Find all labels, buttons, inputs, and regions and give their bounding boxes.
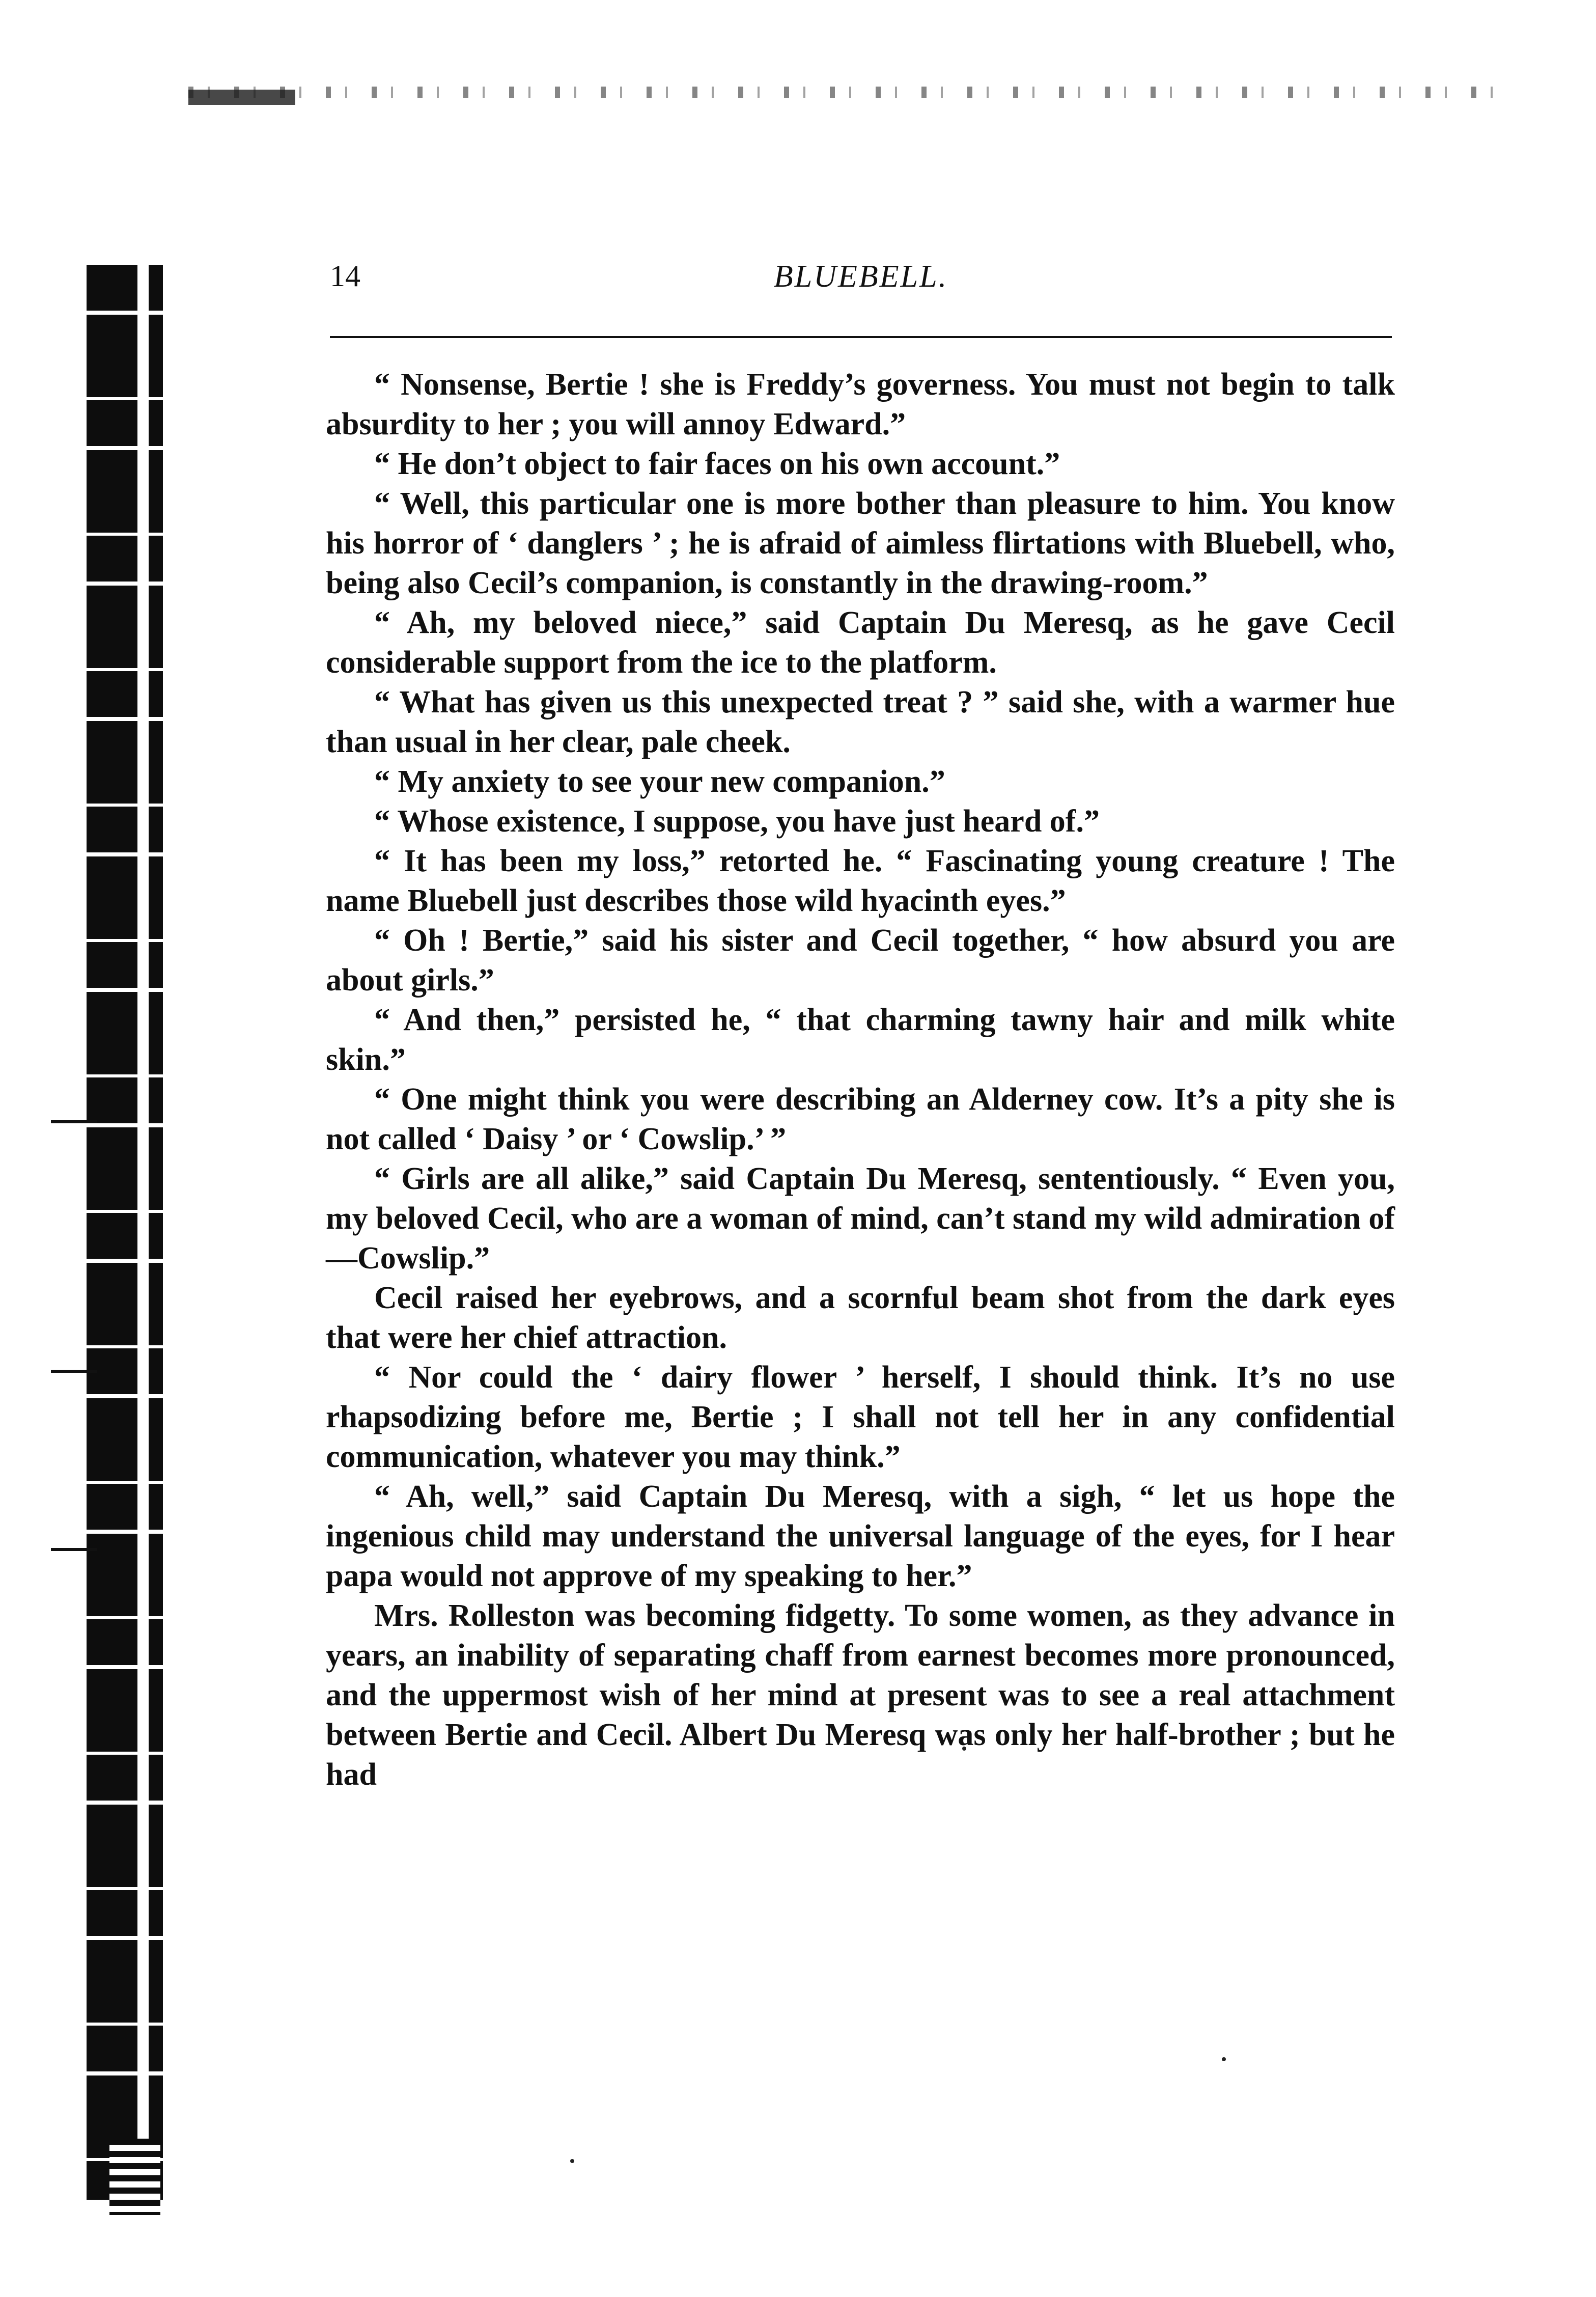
paragraph: “ Ah, well,” said Captain Du Meresq, with a sigh, “ let us hope the ingenious child may understand the universal language of the eyes, for I hear papa would not approve of my speaking to her.”: [326, 1479, 1395, 1593]
paragraph: “ Well, this particular one is more bother than pleasure to him. You know his horror of ‘ danglers ’ ; he is afraid of aimless flirtations with Bluebell, who, being also Cecil’s companion, is constantly in the drawing-room.”: [326, 486, 1395, 600]
paragraph: “ Whose existence, I suppose, you have just heard of.”: [374, 804, 1100, 839]
page-header: [330, 259, 1392, 305]
paragraph: “ One might think you were describing an Alderney cow. It’s a pity she is not called ‘ Daisy ’ or ‘ Cowslip.’ ”: [326, 1082, 1395, 1156]
scan-noise-corner: [188, 90, 295, 105]
body-text: [326, 365, 1395, 1794]
paragraph: “ Ah, my beloved niece,” said Captain Du Meresq, as he gave Cecil considerable support from the ice to the platform.: [326, 605, 1395, 680]
paragraph: “ Nor could the ‘ dairy flower ’ herself, I should think. It’s no use rhapsodizing before me, Bertie ; I shall not tell her in any confidential communication, whatever you may think.”: [326, 1360, 1395, 1474]
paragraph: “ What has given us this unexpected treat ? ” said she, with a warmer hue than usual in her clear, pale cheek.: [326, 685, 1395, 759]
scan-tick: [51, 1548, 97, 1551]
paragraph: “ Oh ! Bertie,” said his sister and Cecil together, “ how absurd you are about girls.”: [326, 923, 1395, 998]
binding-bottom-lines: [109, 2139, 160, 2215]
paragraph: “ Nonsense, Bertie ! she is Freddy’s governess. You must not begin to talk absurdity to her ; you will annoy Edward.”: [326, 367, 1395, 441]
binding-gap: [137, 265, 149, 2200]
book-binding-strip: [87, 265, 163, 2200]
paragraph: “ It has been my loss,” retorted he. “ Fascinating young creature ! The name Bluebell just describes those wild hyacinth eyes.”: [326, 844, 1395, 918]
paragraph: “ Girls are all alike,” said Captain Du Meresq, sententiously. “ Even you, my beloved Cecil, who are a woman of mind, can’t stand my wild admiration of—Cowslip.”: [326, 1161, 1395, 1276]
scan-speck: [570, 2159, 574, 2163]
header-rule: [330, 336, 1392, 338]
paragraph: “ He don’t object to fair faces on his own account.”: [374, 447, 1060, 481]
page-number: 14: [330, 259, 360, 293]
paragraph: Cecil raised her eyebrows, and a scornful beam shot from the dark eyes that were her chief attraction.: [326, 1281, 1395, 1355]
scan-tick: [51, 1120, 97, 1123]
paragraph: “ And then,” persisted he, “ that charming tawny hair and milk white skin.”: [326, 1003, 1395, 1077]
paragraph: Mrs. Rolleston was becoming fidgetty. To some women, as they advance in years, an inability of separating chaff from earnest becomes more pronounced, and the uppermost wish of her mind at present was to see a real attachment between Bertie and Cecil. Albert Du Meresq was only her half-brother ; but he had: [326, 1598, 1395, 1792]
scan-speck: [1222, 2057, 1226, 2061]
running-title: BLUEBELL.: [773, 259, 948, 294]
scan-noise-top: [188, 87, 1512, 98]
scan-tick: [51, 1370, 97, 1373]
paragraph: “ My anxiety to see your new companion.”: [374, 764, 945, 799]
